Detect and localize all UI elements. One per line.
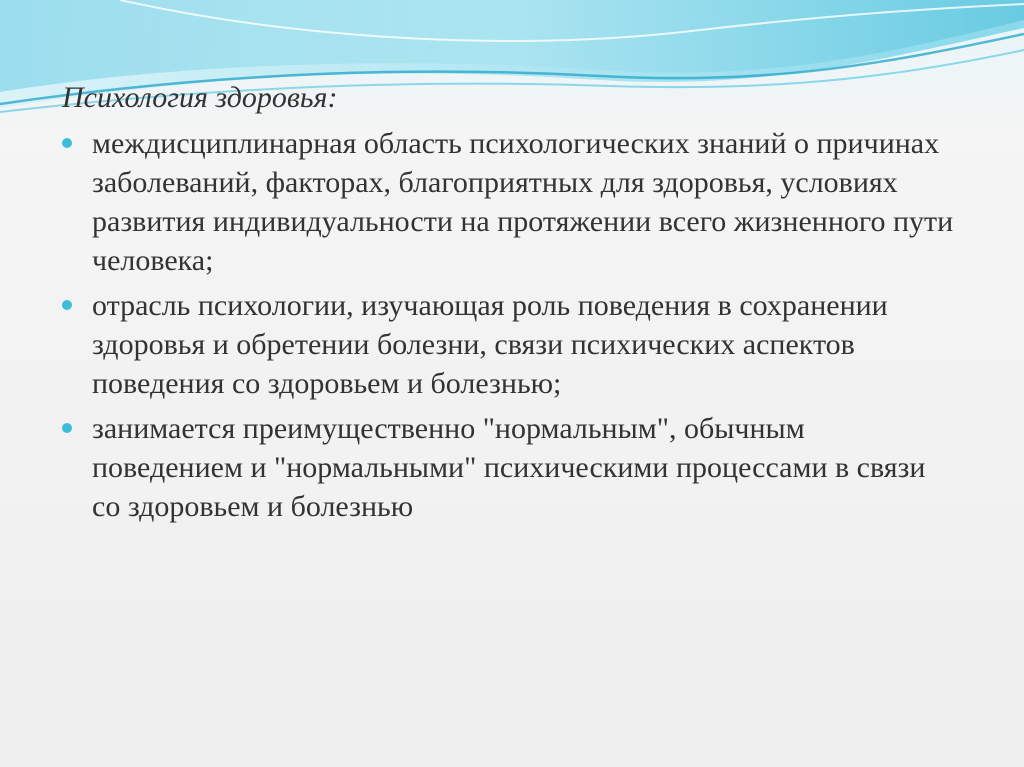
slide-content (60, 78, 960, 532)
bullet-dot-icon (62, 300, 72, 310)
bullet-text: занимается преимущественно "нормальным", обычным поведением и "нормальными" психическими процессами в связи со здоровьем и болезнью (92, 412, 926, 523)
slide-heading: Психология здоровья: (62, 81, 338, 114)
bullet-item (60, 409, 960, 526)
bullet-item (60, 286, 960, 403)
bullet-text: междисциплинарная область психологических знаний о причинах заболеваний, факторах, благоприятных для здоровья, условиях развития индивидуальности на протяжении всего жизненного пути человека; (92, 127, 954, 277)
bullet-list (60, 124, 960, 526)
bullet-dot-icon (62, 138, 72, 148)
bullet-item (60, 124, 960, 280)
bullet-dot-icon (62, 423, 72, 433)
bullet-text: отрасль психологии, изучающая роль поведения в сохранении здоровья и обретении болезни, связи психических аспектов поведения со здоровьем и болезнью; (92, 289, 888, 400)
